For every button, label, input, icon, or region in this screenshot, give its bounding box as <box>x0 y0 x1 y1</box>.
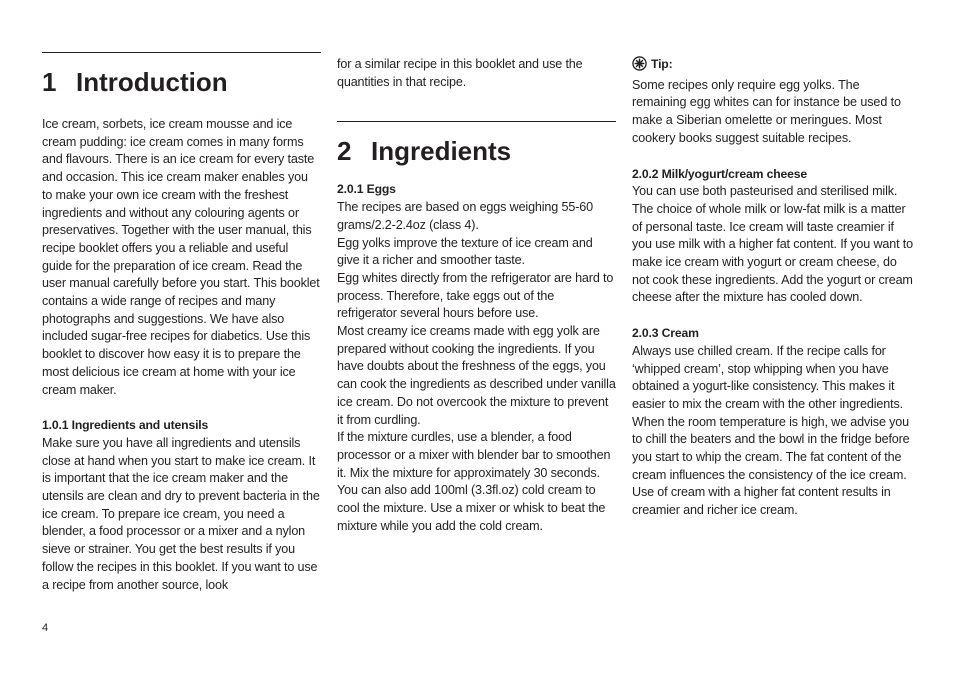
tip-text: Some recipes only require egg yolks. The remaining egg whites can for instance be used to make a Siberian omelette or meringues. Most cookery books suggest suitable recipes. <box>632 77 901 145</box>
section-number: 1 <box>42 67 57 97</box>
section-title: Introduction <box>76 67 228 97</box>
page-number: 4 <box>42 622 49 634</box>
utensils-paragraph: Make sure you have all ingredients and utensils close at hand when you start to make ice cream. It is important that the ice cream maker and the utensils are clean and dry to prevent bacteria in the ice cream. To prepare ice cream, you need a blender, a food processor or a mixer and a nylon sieve or strainer. You get the best results if you follow the recipes in this booklet. If you want to use a recipe from another source, look <box>42 435 320 592</box>
tip-label: Tip: <box>651 57 673 71</box>
eggs-paragraph-2: Egg yolks improve the texture of ice cream and give it a richer and smoother taste. <box>337 235 593 268</box>
intro-paragraph: Ice cream, sorbets, ice cream mousse and ice cream pudding: ice cream comes in many forms and flavours. There is an ice cream for every taste and occasion. This ice cream maker enables you to make your own ice cream with the freshest ingredients and without any colouring agents or preservatives. Together with the user manual, this recipe booklet offers you a reliable and useful guide for the preparation of ice cream. Read the user manual carefully before you start. This booklet contains a wide range of recipes and many photographs and suggestions. We have also included sugar-free recipes for diabetics. Use this booklet to discover how easy it is to prepare the most delicious ice cream at home with your ice cream maker. <box>42 117 320 397</box>
milk-paragraph: You can use both pasteurised and sterilised milk. The choice of whole milk or low-fat milk is a matter of personal taste. Ice cream will taste creamier if you use milk with a higher fat content. If you want to make ice cream with yogurt or cream cheese, do not cook these ingredients. Add the yogurt or cream cheese after the mixture has cooled down. <box>632 184 914 305</box>
eggs-paragraph-1: The recipes are based on eggs weighing 55-60 grams/2.2-2.4oz (class 4). <box>337 200 593 232</box>
eggs-paragraph-3: Egg whites directly from the refrigerator are hard to process. Therefore, take eggs out of the refrigerator several hours before use. <box>337 270 614 321</box>
section-rule <box>337 121 616 122</box>
column-right <box>632 56 914 520</box>
tip-icon <box>632 56 647 77</box>
column-middle <box>337 56 616 535</box>
column-left <box>42 52 321 594</box>
section-number: 2 <box>337 136 352 167</box>
section-title: Ingredients <box>371 136 512 167</box>
subheading-ingredients-utensils: 1.0.1 Ingredients and utensils <box>42 418 209 433</box>
section-rule <box>42 52 321 53</box>
cream-paragraph: Always use chilled cream. If the recipe calls for ‘whipped cream’, stop whipping when you have obtained a yogurt-like consistency. This makes it easier to mix the cream with the other ingredients. When the room temperature is high, we advise you to chill the beaters and the bowl in the fridge before you start to whip the cream. The fat content of the cream influences the consistency of the ice cream. Use of cream with a higher fat content results in creamier and richer ice cream. <box>632 343 910 518</box>
eggs-paragraph-4: Most creamy ice creams made with egg yolk are prepared without cooking the ingredients. If you have doubts about the freshness of the eggs, you can cook the ingredients as described under vanilla ice cream. Do not overcook the mixture to prevent it from curdling. <box>337 324 616 427</box>
heading-introduction <box>42 66 321 98</box>
tip-heading <box>632 56 914 77</box>
eggs-paragraph-5: If the mixture curdles, use a blender, a food processor or a mixer with blender bar to smoothen it. Mix the mixture for approximately 30 seconds. You can also add 100ml (3.3fl.oz) cold cream to cool the mixture. Use a mixer or whisk to beat the mixture while you add the cold cream. <box>337 430 611 533</box>
heading-ingredients <box>337 135 616 167</box>
subheading-cream: 2.0.3 Cream <box>632 326 699 341</box>
continued-paragraph: for a similar recipe in this booklet and use the quantities in that recipe. <box>337 57 583 89</box>
subheading-eggs: 2.0.1 Eggs <box>337 182 396 197</box>
subheading-milk: 2.0.2 Milk/yogurt/cream cheese <box>632 166 808 181</box>
